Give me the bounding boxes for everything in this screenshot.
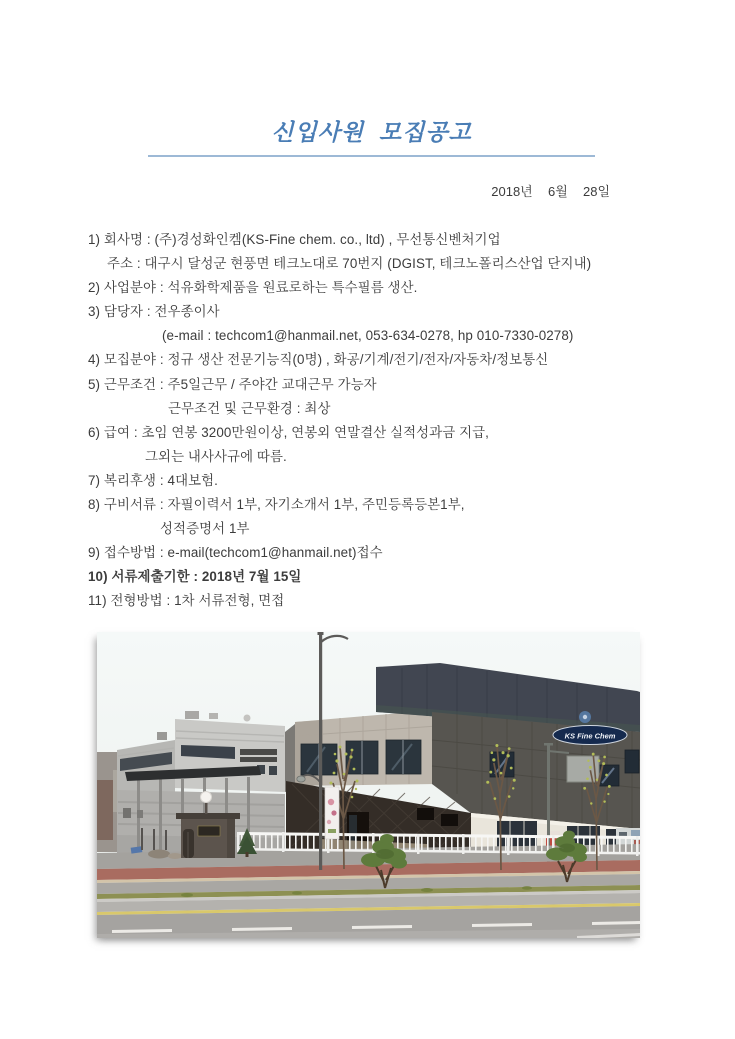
building-photo (97, 632, 640, 938)
title-block (148, 114, 595, 157)
list-line-conditions: 5) 근무조건 : 주5일근무 / 주야간 교대근무 가능자 (88, 376, 377, 392)
list-line-salary-2: 그외는 내사사규에 따름. (145, 448, 287, 464)
recruitment-list (0, 228, 735, 614)
list-line-apply-method: 9) 접수방법 : e-mail(techcom1@hanmail.net)접수 (88, 545, 383, 561)
list-line-contact-email: (e-mail : techcom1@hanmail.net, 053-634-0278, hp 010-7330-0278) (162, 328, 574, 344)
list-line-contact: 3) 담당자 : 전우종이사 (88, 304, 220, 320)
list-line-address: 주소 : 대구시 달성군 현풍면 테크노대로 70번지 (DGIST, 테크노폴리스산업 단지내) (107, 256, 592, 272)
list-line-conditions-2: 근무조건 및 근무환경 : 최상 (168, 400, 331, 416)
list-line-documents-2: 성적증명서 1부 (160, 521, 250, 537)
list-line-company: 1) 회사명 : (주)경성화인켐(KS-Fine chem. co., ltd) , 무선통신벤처기업 (88, 232, 501, 247)
building-photo-illustration (97, 632, 640, 938)
document-date: 2018년 6월 28일 (491, 184, 610, 199)
list-line-benefits: 7) 복리후생 : 4대보험. (88, 472, 219, 488)
globe-lamp (201, 792, 212, 803)
list-line-salary: 6) 급여 : 초임 연봉 3200만원이상, 연봉외 연말결산 실적성과금 지급, (88, 424, 489, 440)
list-line-screening: 11) 전형방법 : 1차 서류전형, 면접 (88, 593, 285, 609)
building-sign-text: KS Fine Chem (564, 731, 616, 741)
list-line-positions: 4) 모집분야 : 정규 생산 전문기능직(0명) , 화공/기계/전기/전자/자동차/정보통신 (88, 352, 549, 368)
list-line-business: 2) 사업분야 : 석유화학제품을 원료로하는 특수필름 생산. (88, 280, 418, 296)
page-title: 신입사원 모집공고 (271, 119, 472, 145)
list-line-deadline: 10) 서류제출기한 : 2018년 7월 15일 (88, 569, 302, 585)
list-line-documents: 8) 구비서류 : 자필이력서 1부, 자기소개서 1부, 주민등록등본1부, (88, 497, 465, 513)
